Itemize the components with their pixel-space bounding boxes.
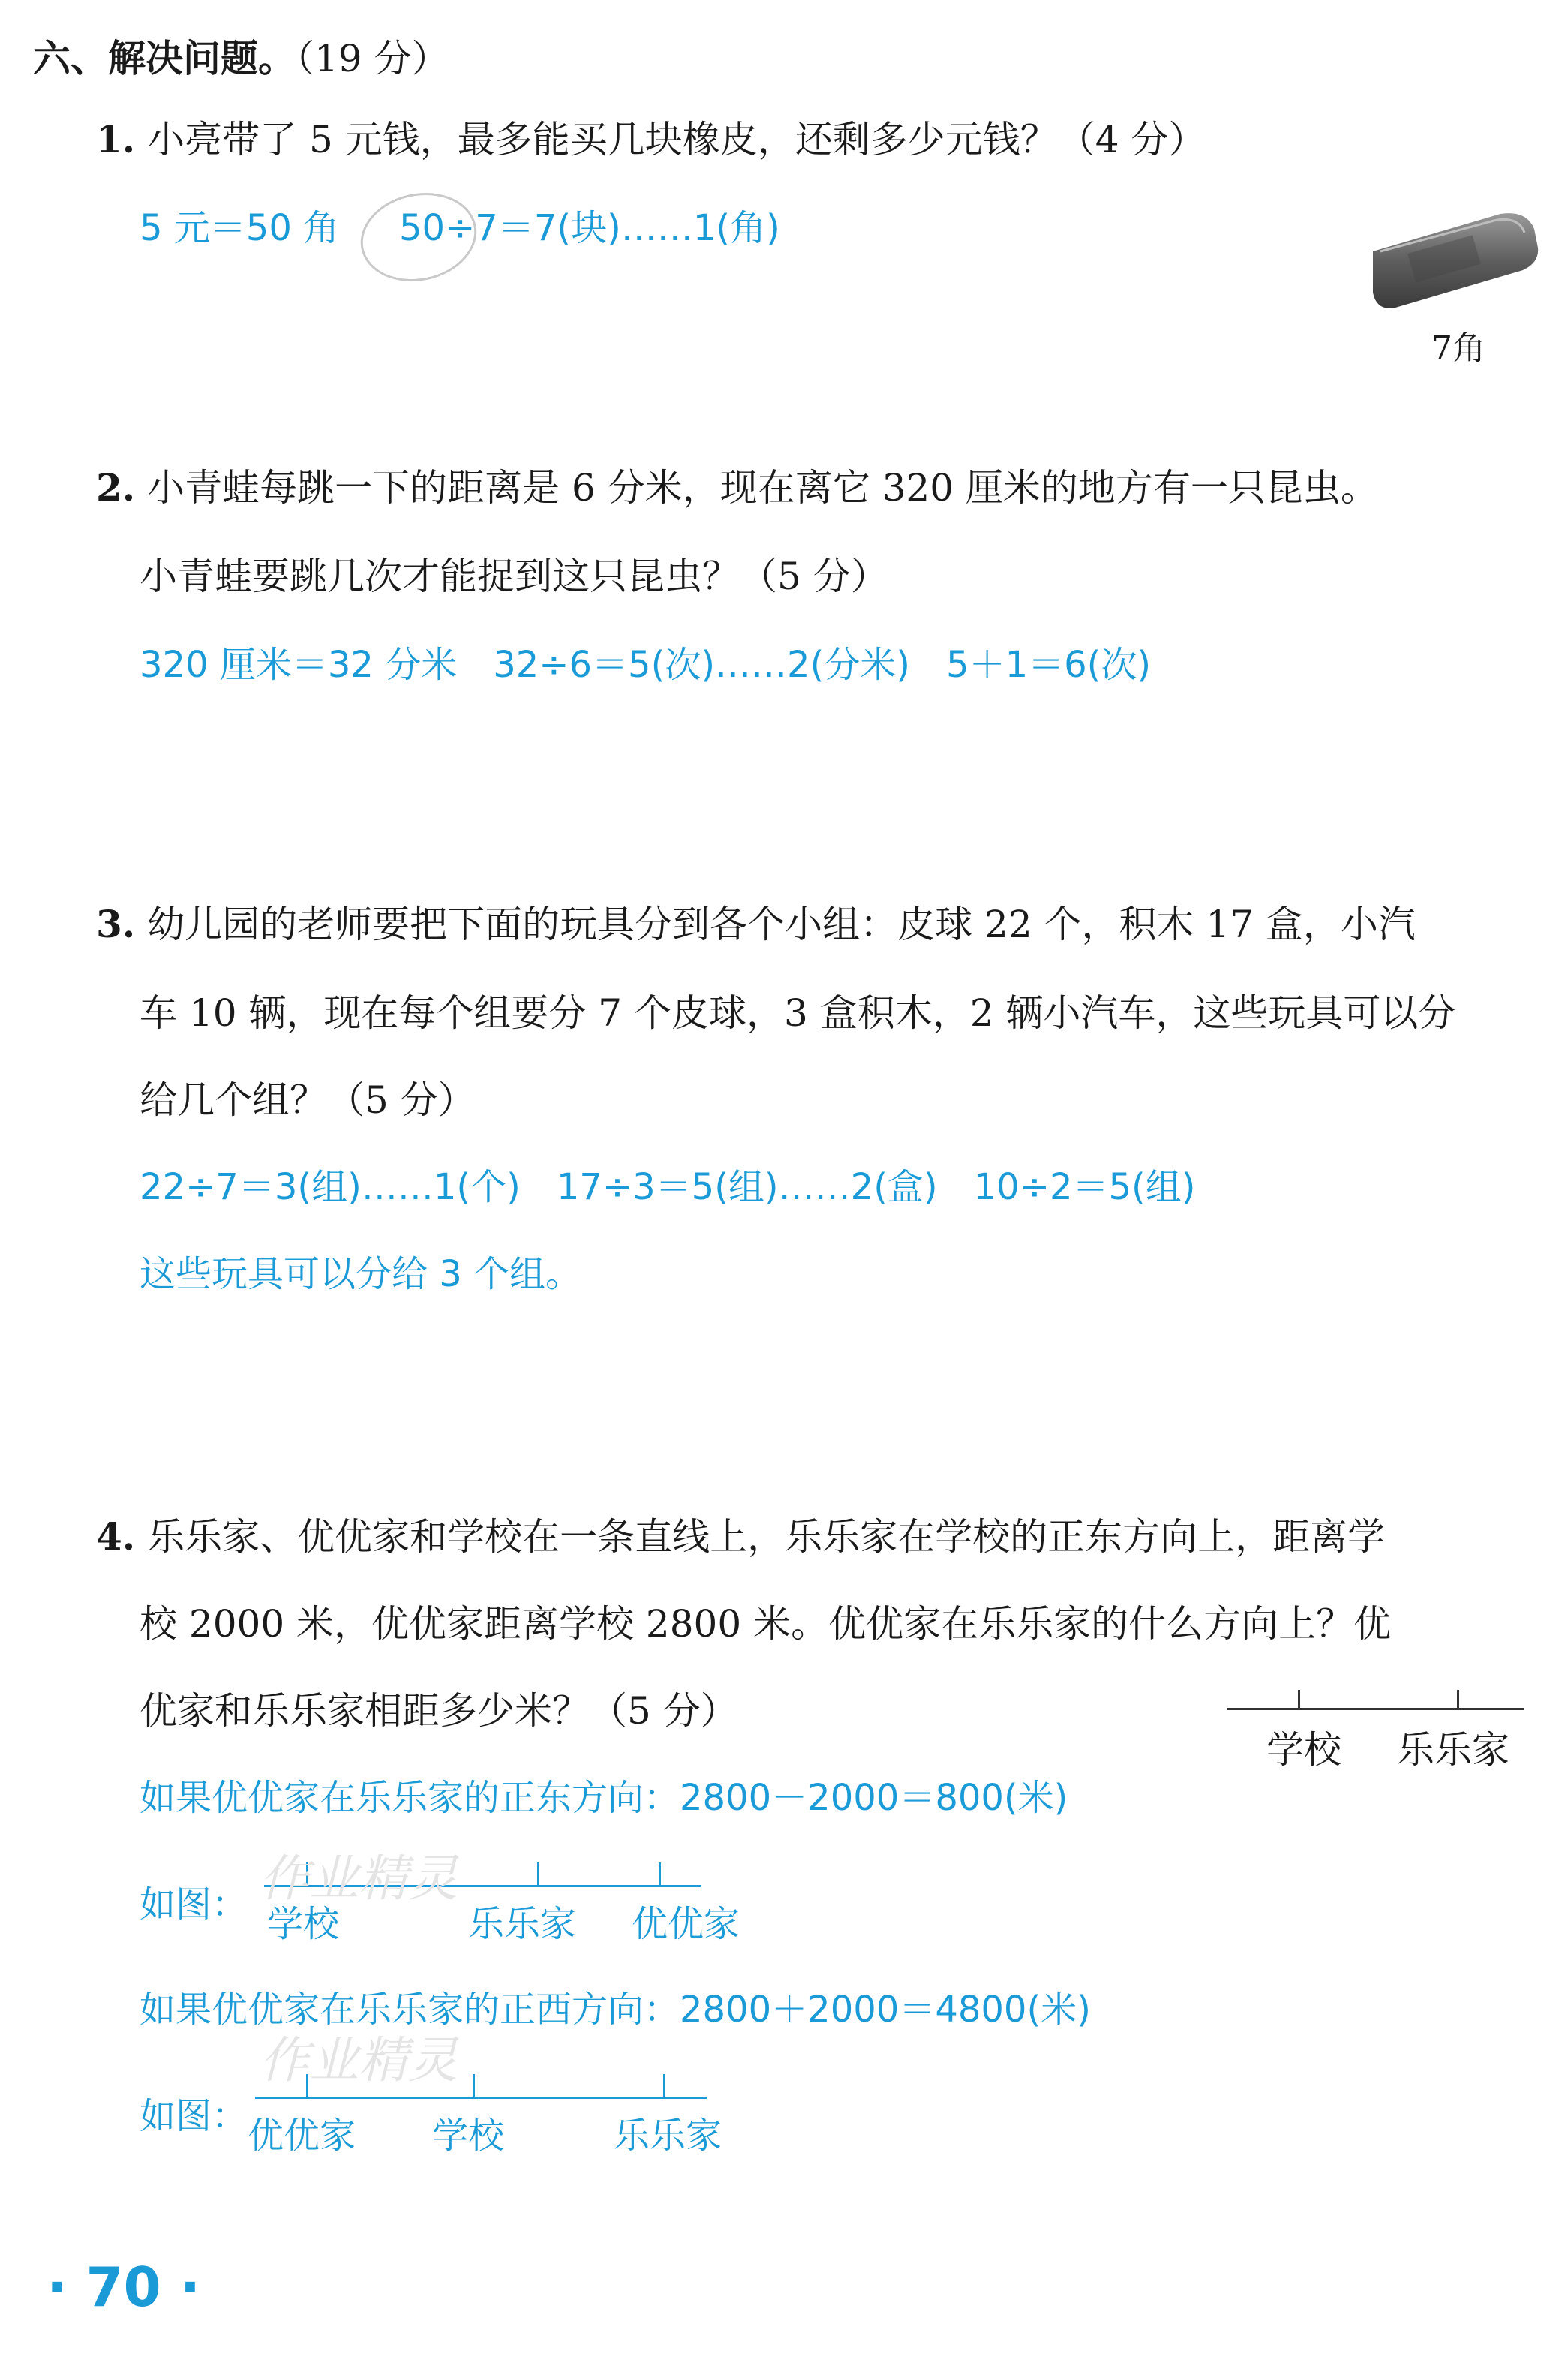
question-text: 小亮带了 5 元钱，最多能买几块橡皮，还剩多少元钱？（4 分） [147, 118, 1206, 161]
tick [1457, 1690, 1459, 1709]
q1-answer-a: 5 元＝50 角 [140, 207, 340, 249]
page-dot-left: · [47, 2256, 68, 2319]
question-4 [96, 1514, 1385, 1559]
east-label-school: 学校 [267, 1903, 340, 1945]
q3-answer-2: 这些玩具可以分给 3 个组。 [140, 1253, 582, 1295]
tick [537, 1862, 539, 1886]
east-label-lele-home: 乐乐家 [468, 1903, 577, 1945]
west-label-youyou-home: 优优家 [248, 2115, 356, 2157]
section-title: 六、解决问题。 [33, 36, 296, 80]
west-label-lele-home: 乐乐家 [614, 2115, 722, 2157]
question-line: 给几个组？（5 分） [140, 1078, 476, 1122]
question-line: 幼儿园的老师要把下面的玩具分到各个小组：皮球 22 个，积木 17 盒，小汽 [147, 903, 1416, 946]
page-dot-right: · [179, 2256, 201, 2319]
given-label-lele-home: 乐乐家 [1397, 1728, 1509, 1772]
question-2 [96, 465, 1378, 510]
question-3 [96, 902, 1416, 947]
q1-answer-b: 50÷7＝7(块)……1(角) [399, 207, 780, 249]
given-label-school: 学校 [1266, 1728, 1341, 1772]
question-1 [96, 117, 1206, 162]
east-label-youyou-home: 优优家 [632, 1903, 740, 1945]
west-diagram-line [255, 2097, 707, 2099]
eraser-price: 7角 [1431, 329, 1485, 368]
question-line: 车 10 辆，现在每个组要分 7 个皮球，3 盒积木，2 辆小汽车，这些玩具可以分 [140, 991, 1456, 1035]
question-line: 校 2000 米，优优家距离学校 2800 米。优优家在乐乐家的什么方向上？优 [140, 1602, 1392, 1646]
figure-label: 如图： [140, 2095, 248, 2137]
section-header [33, 29, 449, 83]
question-line: 优家和乐乐家相距多少米？（5 分） [140, 1689, 738, 1733]
page-number-value: 70 [86, 2256, 161, 2319]
question-number: 4. [96, 1514, 136, 1559]
question-line: 小青蛙要跳几次才能捉到这只昆虫？（5 分） [140, 555, 888, 598]
tick [473, 2074, 475, 2098]
tick [1298, 1690, 1300, 1709]
q4-answer-east: 如果优优家在乐乐家的正东方向：2800－2000＝800(米) [140, 1777, 1068, 1819]
given-diagram-line [1227, 1708, 1524, 1710]
stamp-logo [353, 182, 485, 292]
question-number: 1. [96, 117, 136, 161]
figure-label: 如图： [140, 1883, 248, 1926]
tick [663, 2074, 665, 2098]
eraser-icon [1365, 206, 1545, 311]
watermark: 作业精灵 [260, 1850, 458, 1908]
page-number [47, 2256, 200, 2319]
section-points: （19 分） [296, 37, 449, 80]
q3-answer-1: 22÷7＝3(组)……1(个) 17÷3＝5(组)……2(盒) 10÷2＝5(组) [140, 1166, 1196, 1208]
q4-answer-west: 如果优优家在乐乐家的正西方向：2800＋2000＝4800(米) [140, 1989, 1091, 2031]
west-label-school: 学校 [432, 2115, 505, 2157]
question-line: 小青蛙每跳一下的距离是 6 分米，现在离它 320 厘米的地方有一只昆虫。 [147, 466, 1378, 510]
question-line: 乐乐家、优优家和学校在一条直线上，乐乐家在学校的正东方向上，距离学 [147, 1515, 1386, 1559]
watermark: 作业精灵 [260, 2031, 458, 2089]
question-number: 2. [96, 465, 136, 510]
q2-answer: 320 厘米＝32 分米 32÷6＝5(次)……2(分米) 5＋1＝6(次) [140, 644, 1152, 686]
question-number: 3. [96, 902, 136, 946]
tick [659, 1862, 661, 1886]
